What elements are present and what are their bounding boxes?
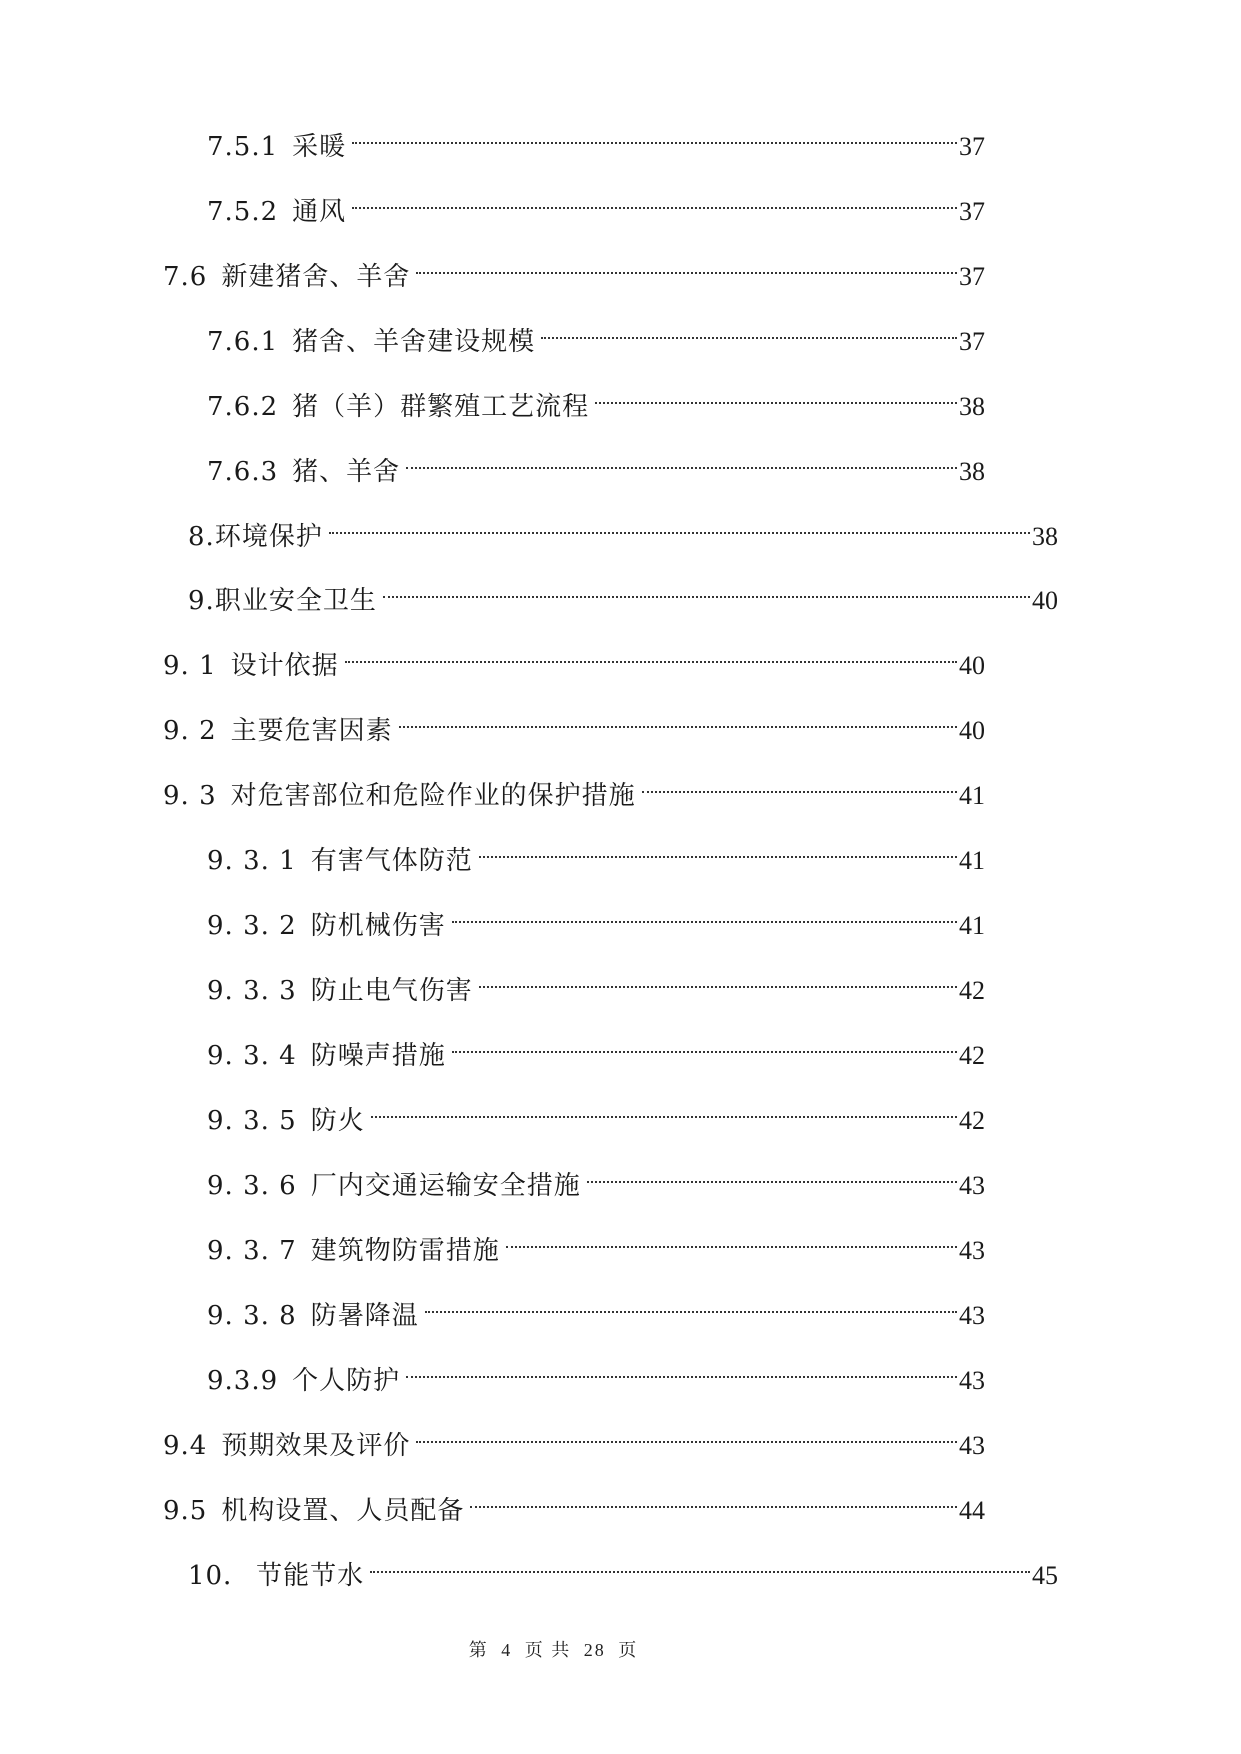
toc-entry[interactable] (188, 505, 1058, 552)
dot-leader (345, 634, 957, 674)
toc-entry[interactable] (207, 1349, 985, 1396)
toc-entry-page: 41 (959, 911, 985, 940)
dot-leader (329, 505, 1030, 545)
page-footer (0, 1636, 1107, 1662)
dot-leader (406, 440, 957, 480)
toc-entry[interactable] (163, 699, 985, 746)
dot-leader (352, 115, 957, 155)
toc-entry-page: 43 (959, 1171, 985, 1200)
toc-entry-title: 个人防护 (292, 1366, 401, 1396)
toc-entry-number: 9. 3. 1 (207, 846, 297, 876)
toc-entry-label (207, 387, 589, 427)
dot-leader (479, 829, 957, 869)
toc-entry[interactable] (207, 1024, 985, 1071)
toc-entry[interactable] (207, 440, 985, 487)
toc-entry-page: 43 (959, 1366, 985, 1395)
dot-leader (370, 1544, 1030, 1584)
toc-entry[interactable] (163, 1414, 985, 1461)
toc-entry-number: 7.6.1 (207, 327, 279, 357)
toc-entry[interactable] (207, 180, 985, 227)
toc-entry[interactable] (207, 1089, 985, 1136)
toc-entry-label (188, 517, 323, 557)
toc-entry-label (163, 776, 636, 816)
toc-entry-title: 对危害部位和危险作业的保护措施 (230, 781, 636, 811)
dot-leader (541, 310, 957, 350)
toc-entry[interactable] (163, 634, 985, 681)
toc-entry-label (163, 646, 339, 686)
toc-entry-title: 有害气体防范 (310, 846, 473, 876)
toc-entry-number: 9. 3. 5 (207, 1106, 297, 1136)
toc-entry-label (207, 452, 400, 492)
toc-entry[interactable] (207, 894, 985, 941)
toc-entry-number: 9. (188, 586, 215, 616)
toc-entry[interactable] (207, 1154, 985, 1201)
dot-leader (452, 1024, 957, 1064)
footer-current-page: 4 (501, 1640, 513, 1660)
toc-entry-page: 37 (959, 132, 985, 161)
dot-leader (470, 1479, 957, 1519)
toc-entry-label (207, 127, 346, 167)
toc-entry[interactable] (207, 1219, 985, 1266)
toc-entry-label (163, 1426, 410, 1466)
toc-entry-title: 新建猪舍、羊舍 (221, 262, 411, 292)
dot-leader (416, 245, 957, 285)
toc-entry-label (207, 906, 446, 946)
toc-entry-label (163, 711, 393, 751)
toc-entry-number: 9.3.9 (207, 1366, 279, 1396)
toc-entry-label (207, 322, 535, 362)
footer-total-pages: 28 (583, 1640, 606, 1660)
toc-entry-number: 9. 3. 6 (207, 1171, 297, 1201)
toc-entry-label (207, 1296, 419, 1336)
toc-entry-title: 防火 (310, 1106, 365, 1136)
toc-entry-title: 节能节水 (256, 1561, 365, 1591)
toc-entry-number: 7.6.3 (207, 457, 279, 487)
toc-entry-number: 7.6 (163, 262, 208, 292)
toc-entry[interactable] (207, 1284, 985, 1331)
dot-leader (479, 959, 957, 999)
toc-entry-number: 7.6.2 (207, 392, 279, 422)
toc-entry-number: 9. 3. 8 (207, 1301, 297, 1331)
toc-entry-number: 9. 1 (163, 651, 217, 681)
toc-entry-number: 9.5 (163, 1496, 208, 1526)
toc-entry-number: 9.4 (163, 1431, 208, 1461)
footer-prefix: 第 (468, 1640, 489, 1660)
toc-entry[interactable] (207, 310, 985, 357)
toc-entry-title: 防止电气伤害 (310, 976, 473, 1006)
toc-entry-number: 9. 3. 2 (207, 911, 297, 941)
toc-entry[interactable] (207, 115, 985, 162)
toc-entry-title: 防暑降温 (310, 1301, 419, 1331)
toc-entry-page: 40 (959, 716, 985, 745)
dot-leader (425, 1284, 957, 1324)
toc-entry-page: 41 (959, 846, 985, 875)
toc-entry-label (207, 1036, 446, 1076)
dot-leader (416, 1414, 957, 1454)
dot-leader (352, 180, 957, 220)
toc-entry-label (163, 1491, 464, 1531)
toc-entry-title: 环境保护 (214, 522, 323, 552)
toc-entry-label (207, 1361, 400, 1401)
toc-entry-title: 防机械伤害 (310, 911, 446, 941)
dot-leader (371, 1089, 957, 1129)
dot-leader (595, 375, 957, 415)
toc-entry-title: 通风 (292, 197, 347, 227)
toc-entry-label (207, 192, 346, 232)
toc-entry-number: 9. 3. 4 (207, 1041, 297, 1071)
toc-entry-number: 9. 3. 3 (207, 976, 297, 1006)
toc-entry-page: 38 (959, 457, 985, 486)
toc-entry-page: 37 (959, 327, 985, 356)
toc-entry-page: 42 (959, 1041, 985, 1070)
toc-entry-number: 9. 3 (163, 781, 217, 811)
toc-entry-page: 42 (959, 976, 985, 1005)
toc-entry-title: 建筑物防雷措施 (310, 1236, 500, 1266)
toc-entry-page: 45 (1032, 1561, 1058, 1590)
toc-entry-page: 40 (959, 651, 985, 680)
dot-leader (452, 894, 957, 934)
toc-entry-title: 厂内交通运输安全措施 (310, 1171, 581, 1201)
toc-entry-number: 9. 2 (163, 716, 217, 746)
toc-entry-page: 41 (959, 781, 985, 810)
toc-entry-label (188, 1556, 364, 1596)
toc-entry-number: 8. (188, 522, 215, 552)
toc-entry-label (207, 971, 473, 1011)
dot-leader (587, 1154, 957, 1194)
toc-entry-label (207, 1101, 365, 1141)
toc-entry-label (207, 1166, 581, 1206)
toc-entry-title: 主要危害因素 (230, 716, 393, 746)
toc-entry[interactable] (207, 375, 985, 422)
toc-entry-label (207, 1231, 500, 1271)
dot-leader (406, 1349, 957, 1389)
toc-entry-title: 猪（羊）群繁殖工艺流程 (292, 392, 590, 422)
toc-entry-page: 43 (959, 1301, 985, 1330)
toc-entry[interactable] (163, 764, 985, 811)
toc-entry[interactable] (207, 959, 985, 1006)
dot-leader (383, 569, 1030, 609)
toc-entry-page: 43 (959, 1236, 985, 1265)
toc-entry-title: 采暖 (292, 132, 347, 162)
toc-entry-title: 设计依据 (230, 651, 339, 681)
toc-entry-title: 机构设置、人员配备 (221, 1496, 465, 1526)
toc-entry[interactable] (163, 245, 985, 292)
toc-entry-page: 38 (1032, 522, 1058, 551)
toc-entry-page: 38 (959, 392, 985, 421)
footer-suffix: 页 (618, 1640, 639, 1660)
toc-entry-number: 7.5.2 (207, 197, 279, 227)
toc-entry[interactable] (163, 1479, 985, 1526)
dot-leader (399, 699, 957, 739)
toc-entry-page: 40 (1032, 586, 1058, 615)
toc-entry-page: 37 (959, 197, 985, 226)
toc-entry-number: 7.5.1 (207, 132, 279, 162)
toc-entry[interactable] (188, 569, 1058, 616)
toc-entry-page: 42 (959, 1106, 985, 1135)
dot-leader (506, 1219, 957, 1259)
toc-entry-number: 9. 3. 7 (207, 1236, 297, 1266)
toc-entry-title: 猪、羊舍 (292, 457, 401, 487)
toc-entry-label (207, 841, 473, 881)
toc-entry-label (163, 257, 410, 297)
toc-entry-page: 44 (959, 1496, 985, 1525)
toc-entry[interactable] (207, 829, 985, 876)
toc-entry-title: 猪舍、羊舍建设规模 (292, 327, 536, 357)
dot-leader (642, 764, 957, 804)
toc-entry-page: 37 (959, 262, 985, 291)
toc-entry-title: 防噪声措施 (310, 1041, 446, 1071)
toc-entry-number: 10． (188, 1561, 251, 1591)
toc-entry-label (188, 581, 377, 621)
toc-entry-title: 预期效果及评价 (221, 1431, 411, 1461)
toc-entry[interactable] (188, 1544, 1058, 1591)
footer-middle: 页 共 (524, 1640, 572, 1660)
toc-entry-title: 职业安全卫生 (214, 586, 377, 616)
toc-entry-page: 43 (959, 1431, 985, 1460)
